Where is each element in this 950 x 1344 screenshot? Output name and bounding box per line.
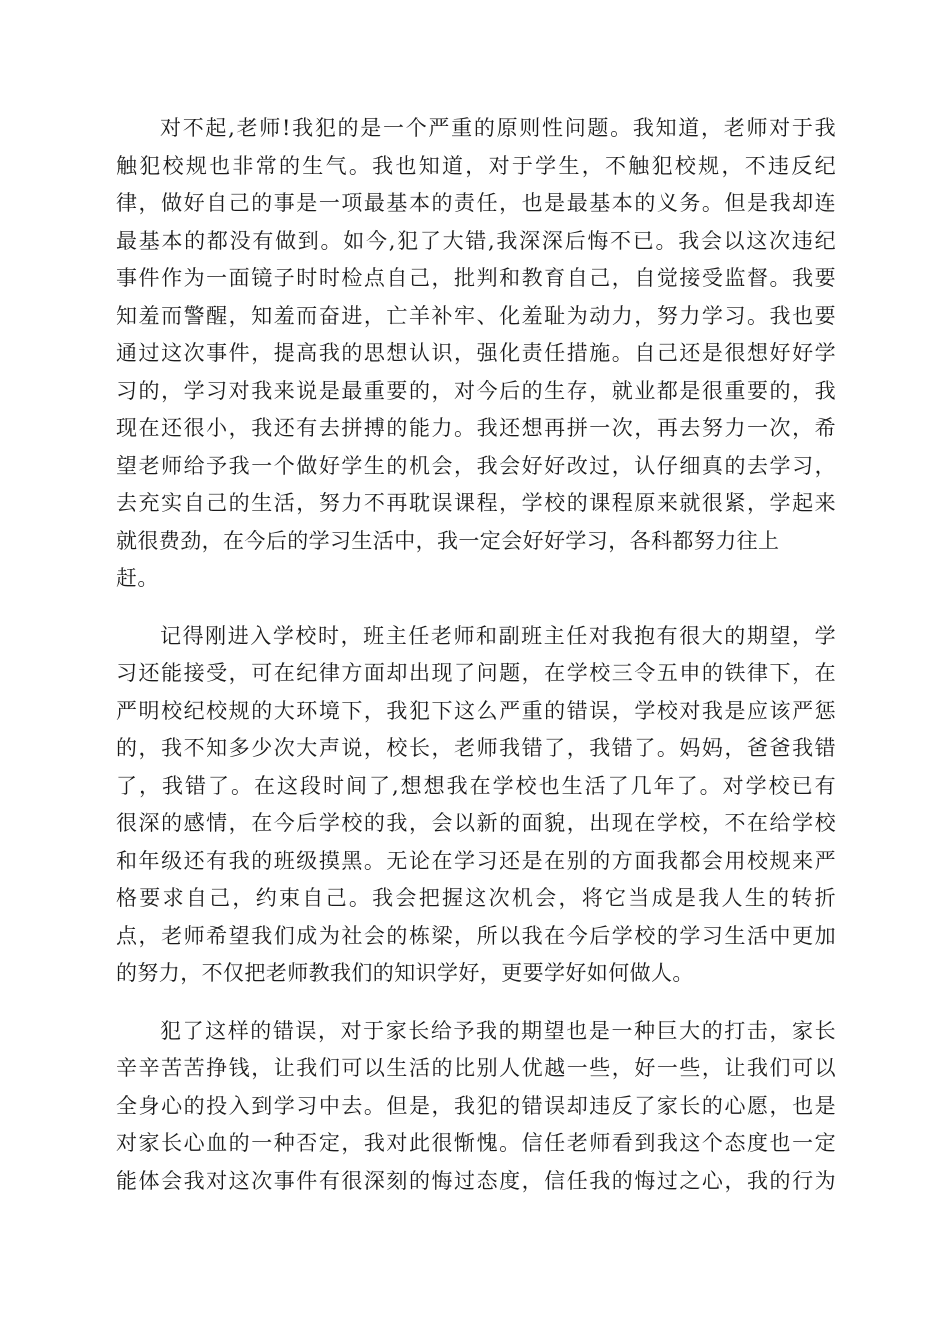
paragraph-1 [116, 110, 836, 598]
text-line: 犯了这样的错误，对于家长给予我的期望也是一种巨大的打击，家长 [160, 1018, 836, 1043]
text-line: 律，做好自己的事是一项最基本的责任，也是最基本的义务。但是我却连 [116, 191, 836, 215]
text-line: 知羞而警醒，知羞而奋进，亡羊补牢、化羞耻为动力，努力学习。我也要 [116, 303, 836, 328]
paragraph-3 [116, 1013, 836, 1201]
text-line: 通过这次事件，提高我的思想认识，强化责任措施。自己还是很想好好学 [116, 341, 836, 365]
text-line: 点，老师希望我们成为社会的栋梁，所以我在今后学校的学习生活中更加 [116, 923, 836, 948]
text-line: 习的，学习对我来说是最重要的，对今后的生存，就业都是很重要的，我 [116, 378, 836, 403]
paragraph-spacer [116, 598, 836, 618]
text-line: 事件作为一面镜子时时检点自己，批判和教育自己，自觉接受监督。我要 [116, 266, 836, 290]
text-line: 的努力，不仅把老师教我们的知识学好，更要学好如何做人。 [116, 961, 694, 985]
text-line: 格要求自己，约束自己。我会把握这次机会，将它当成是我人生的转折 [116, 886, 836, 910]
text-line: 辛辛苦苦挣钱，让我们可以生活的比别人优越一些，好一些，让我们可以 [116, 1056, 836, 1080]
text-line: 全身心的投入到学习中去。但是，我犯的错误却违反了家长的心愿，也是 [116, 1093, 836, 1118]
text-line: 触犯校规也非常的生气。我也知道，对于学生，不触犯校规，不违反纪 [116, 153, 836, 178]
text-line: 就很费劲，在今后的学习生活中，我一定会好好学习，各科都努力往上 [116, 528, 780, 553]
text-line: 现在还很小，我还有去拼搏的能力。我还想再拼一次，再去努力一次，希 [116, 416, 836, 440]
text-line: 去充实自己的生活，努力不再耽误课程，学校的课程原来就很紧，学起来 [116, 491, 836, 515]
text-line: 很深的感情，在今后学校的我，会以新的面貌，出现在学校，不在给学校 [116, 811, 836, 835]
text-line: 严明校纪校规的大环境下，我犯下这么严重的错误，学校对我是应该严惩 [116, 698, 836, 723]
text-line: 能体会我对这次事件有很深刻的悔过态度，信任我的悔过之心，我的行为 [116, 1168, 836, 1193]
text-line: 对家长心血的一种否定，我对此很惭愧。信任老师看到我这个态度也一定 [116, 1131, 836, 1155]
text-line: 记得刚进入学校时，班主任老师和副班主任对我抱有很大的期望，学 [160, 623, 836, 648]
text-line: 的，我不知多少次大声说，校长，老师我错了，我错了。妈妈，爸爸我错 [116, 736, 836, 760]
text-line: 了，我错了。在这段时间了,想想我在学校也生活了几年了。对学校已有 [116, 773, 836, 798]
text-line: 望老师给予我一个做好学生的机会，我会好好改过，认仔细真的去学习， [116, 453, 836, 478]
paragraph-2 [116, 618, 836, 993]
text-line: 和年级还有我的班级摸黑。无论在学习还是在别的方面我都会用校规来严 [116, 848, 836, 873]
text-line: 习还能接受，可在纪律方面却出现了问题，在学校三令五申的铁律下，在 [116, 661, 836, 685]
text-line: 最基本的都没有做到。如今,犯了大错,我深深后悔不已。我会以这次违纪 [116, 228, 836, 253]
text-line: 对不起,老师!我犯的是一个严重的原则性问题。我知道，老师对于我 [160, 116, 836, 140]
text-line: 赶。 [116, 566, 159, 590]
document-body [116, 110, 836, 1200]
paragraph-spacer [116, 993, 836, 1013]
